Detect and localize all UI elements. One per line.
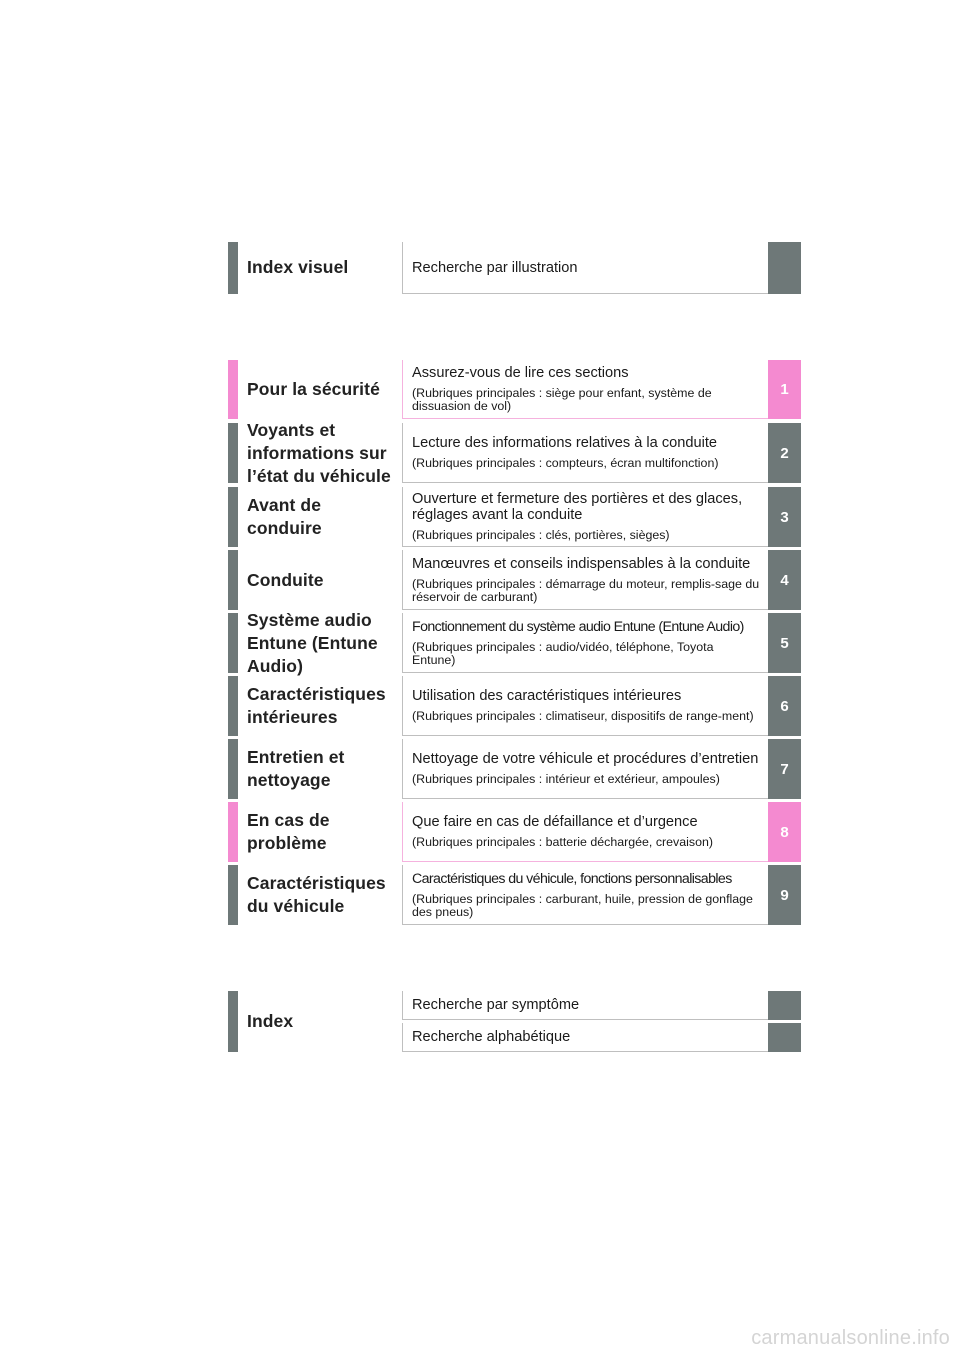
visual-index-title: Index visuel [247,257,349,277]
chapter-desc [402,613,768,673]
chapter-main-text: Nettoyage de votre véhicule et procédures d’entretien [412,751,759,767]
chapter-main-text: Manœuvres et conseils indispensables à la conduite [412,555,751,572]
chapter-number-tab[interactable]: 4 [768,550,801,610]
section-bar [228,423,238,483]
visual-index-desc-text: Recherche par illustration [412,259,578,276]
chapter-title: Entretien et nettoyage [247,747,345,790]
chapter-sub-text: (Rubriques principales : intérieur et extérieur, ampoules) [412,772,720,786]
chapter-number-tab[interactable]: 1 [768,360,801,419]
chapter-title: Caractéristiques intérieures [247,684,386,727]
chapter-main-text: Que faire en cas de défaillance et d’urgence [412,814,698,830]
chapter-desc [402,487,768,547]
chapter-number-tab[interactable]: 2 [768,423,801,483]
chapter-sub-text: (Rubriques principales : compteurs, écran multifonction) [412,456,719,470]
chapter-sub-text: (Rubriques principales : siège pour enfant, système de dissuasion de vol) [412,386,712,413]
chapter-row-5[interactable] [228,609,801,676]
chapter-number-tab[interactable]: 6 [768,676,801,736]
chapter-row-4[interactable] [228,550,801,610]
visual-index-desc [402,242,768,294]
chapter-title: Voyants et informations sur l’état du véhicule [247,419,391,486]
chapter-row-6[interactable] [228,676,801,736]
section-bar [228,802,238,862]
chapter-sub-text: (Rubriques principales : climatiseur, dispositifs de range-ment) [412,709,754,723]
section-bar [228,676,238,736]
chapter-main-text: Caractéristiques du véhicule, fonctions personnalisables [412,870,732,887]
chapter-sub-text: (Rubriques principales : démarrage du moteur, remplis-sage du réservoir de carburant) [412,576,760,604]
section-bar [228,242,238,294]
chapter-title: Pour la sécurité [247,379,380,399]
chapter-row-1[interactable] [228,360,801,419]
chapter-sub-text: (Rubriques principales : audio/vidéo, téléphone, Toyota Entune) [412,639,714,667]
chapter-row-8[interactable] [228,802,801,862]
index-tab [768,991,801,1020]
chapter-number-tab[interactable]: 5 [768,613,801,673]
chapter-main-text: Utilisation des caractéristiques intérieures [412,688,682,704]
chapter-main-text: Fonctionnement du système audio Entune (Entune Audio) [412,618,744,635]
chapter-desc [402,865,768,925]
section-bar [228,360,238,419]
index-row [228,991,801,1052]
section-bar [228,613,238,673]
chapter-row-3[interactable] [228,487,801,547]
watermark: carmanualsonline.info [751,1327,950,1349]
chapter-title: Système audio Entune (Entune Audio) [247,609,378,676]
chapter-desc [402,802,768,862]
chapter-desc [402,676,768,736]
chapter-row-7[interactable] [228,739,801,799]
index-item-symptom[interactable]: Recherche par symptôme [402,991,768,1020]
chapter-desc [402,423,768,483]
chapter-title: Conduite [247,569,324,590]
chapter-desc [402,550,768,610]
index-item-alphabetical[interactable]: Recherche alphabétique [402,1023,768,1052]
chapter-row-9[interactable] [228,865,801,925]
section-bar [228,991,238,1052]
chapter-main-text: Ouverture et fermeture des portières et des glaces, réglages avant la conduite [412,491,743,523]
section-bar [228,550,238,610]
visual-index-tab [768,242,801,294]
chapter-main-text: Assurez-vous de lire ces sections [412,365,629,381]
chapter-title: Avant de conduire [247,495,322,538]
chapter-number-tab[interactable]: 3 [768,487,801,547]
section-bar [228,865,238,925]
section-bar [228,487,238,547]
chapter-desc [402,739,768,799]
visual-index-row[interactable] [228,242,801,294]
chapter-row-2[interactable] [228,419,801,486]
chapter-sub-text: (Rubriques principales : batterie déchargée, crevaison) [412,835,713,849]
chapter-title: En cas de problème [247,810,330,853]
index-title: Index [247,1011,294,1031]
chapter-number-tab[interactable]: 8 [768,802,801,862]
chapter-sub-text: (Rubriques principales : clés, portières, sièges) [412,528,670,542]
chapter-title: Caractéristiques du véhicule [247,873,386,916]
chapter-main-text: Lecture des informations relatives à la conduite [412,435,718,451]
chapter-number-tab[interactable]: 9 [768,865,801,925]
chapter-desc [402,360,768,419]
chapter-sub-text: (Rubriques principales : carburant, huile, pression de gonflage des pneus) [412,891,753,919]
index-tab [768,1023,801,1052]
section-bar [228,739,238,799]
chapter-number-tab[interactable]: 7 [768,739,801,799]
